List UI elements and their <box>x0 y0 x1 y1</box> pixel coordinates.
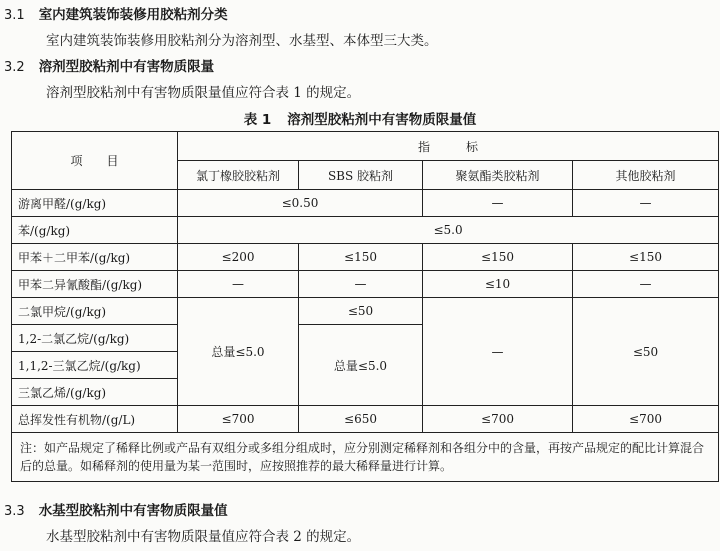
section-3-2-heading <box>4 58 214 77</box>
section-3-3-heading <box>4 502 228 521</box>
row-label: 游离甲醛/(g/kg) <box>12 190 178 217</box>
table-note: 注：如产品规定了稀释比例或产品有双组分或多组分组成时，应分别测定稀释剂和各组分中的含量，再按产品规定的配比计算混合后的总量。如稀释剂的使用量为某一范围时，应按照推荐的最大稀释量进行计算。 <box>12 433 719 482</box>
section-number: 3.3 <box>4 504 25 519</box>
cell-value: ≤700 <box>178 406 299 433</box>
cell-value: ≤700 <box>573 406 719 433</box>
section-title: 室内建筑装饰装修用胶粘剂分类 <box>38 7 228 23</box>
table-header-row <box>12 132 719 161</box>
header-index: 指 标 <box>178 132 719 161</box>
cell-value: ≤50 <box>573 298 719 406</box>
row-label: 总挥发性有机物/(g/L) <box>12 406 178 433</box>
row-label: 1,2-二氯乙烷/(g/kg) <box>12 325 178 352</box>
cell-value: — <box>299 271 423 298</box>
section-3-1-heading <box>4 6 228 25</box>
column-polyurethane: 聚氨酯类胶粘剂 <box>423 161 573 190</box>
row-label: 1,1,2-三氯乙烷/(g/kg) <box>12 352 178 379</box>
cell-value: ≤200 <box>178 244 299 271</box>
table-number: 表 1 <box>243 112 272 128</box>
cell-value: 总量≤5.0 <box>299 325 423 406</box>
column-sbs: SBS 胶粘剂 <box>299 161 423 190</box>
cell-value: ≤10 <box>423 271 573 298</box>
table-row <box>12 298 719 325</box>
section-title: 溶剂型胶粘剂中有害物质限量 <box>38 59 215 75</box>
cell-value: ≤150 <box>423 244 573 271</box>
table-title: 溶剂型胶粘剂中有害物质限量值 <box>287 112 477 128</box>
cell-value: 总量≤5.0 <box>178 298 299 406</box>
table-caption <box>0 108 720 128</box>
section-3-3-body: 水基型胶粘剂中有害物质限量值应符合表 2 的规定。 <box>46 529 361 545</box>
section-number: 3.2 <box>4 60 25 75</box>
row-label: 苯/(g/kg) <box>12 217 178 244</box>
table-row <box>12 244 719 271</box>
table-row <box>12 406 719 433</box>
table-row <box>12 190 719 217</box>
cell-value: ≤150 <box>573 244 719 271</box>
column-chloroprene: 氯丁橡胶胶粘剂 <box>178 161 299 190</box>
table-row <box>12 217 719 244</box>
cell-value: — <box>423 190 573 217</box>
section-number: 3.1 <box>4 8 25 23</box>
cell-value: — <box>178 271 299 298</box>
row-label: 三氯乙烯/(g/kg) <box>12 379 178 406</box>
cell-value: ≤0.50 <box>178 190 423 217</box>
row-label: 甲苯＋二甲苯/(g/kg) <box>12 244 178 271</box>
column-other: 其他胶粘剂 <box>573 161 719 190</box>
row-label: 二氯甲烷/(g/kg) <box>12 298 178 325</box>
section-title: 水基型胶粘剂中有害物质限量值 <box>38 503 228 519</box>
limits-table <box>11 131 719 482</box>
section-3-2-body: 溶剂型胶粘剂中有害物质限量值应符合表 1 的规定。 <box>46 85 361 101</box>
table-note-row <box>12 433 719 482</box>
cell-value: ≤5.0 <box>178 217 719 244</box>
cell-value: ≤50 <box>299 298 423 325</box>
header-item: 项 目 <box>12 132 178 190</box>
cell-value: ≤650 <box>299 406 423 433</box>
cell-value: ≤700 <box>423 406 573 433</box>
cell-value: — <box>573 190 719 217</box>
cell-value: — <box>573 271 719 298</box>
section-3-1-body: 室内建筑装饰装修用胶粘剂分为溶剂型、水基型、本体型三大类。 <box>46 33 438 49</box>
row-label: 甲苯二异氰酸酯/(g/kg) <box>12 271 178 298</box>
cell-value: ≤150 <box>299 244 423 271</box>
table-row <box>12 271 719 298</box>
cell-value: — <box>423 298 573 406</box>
